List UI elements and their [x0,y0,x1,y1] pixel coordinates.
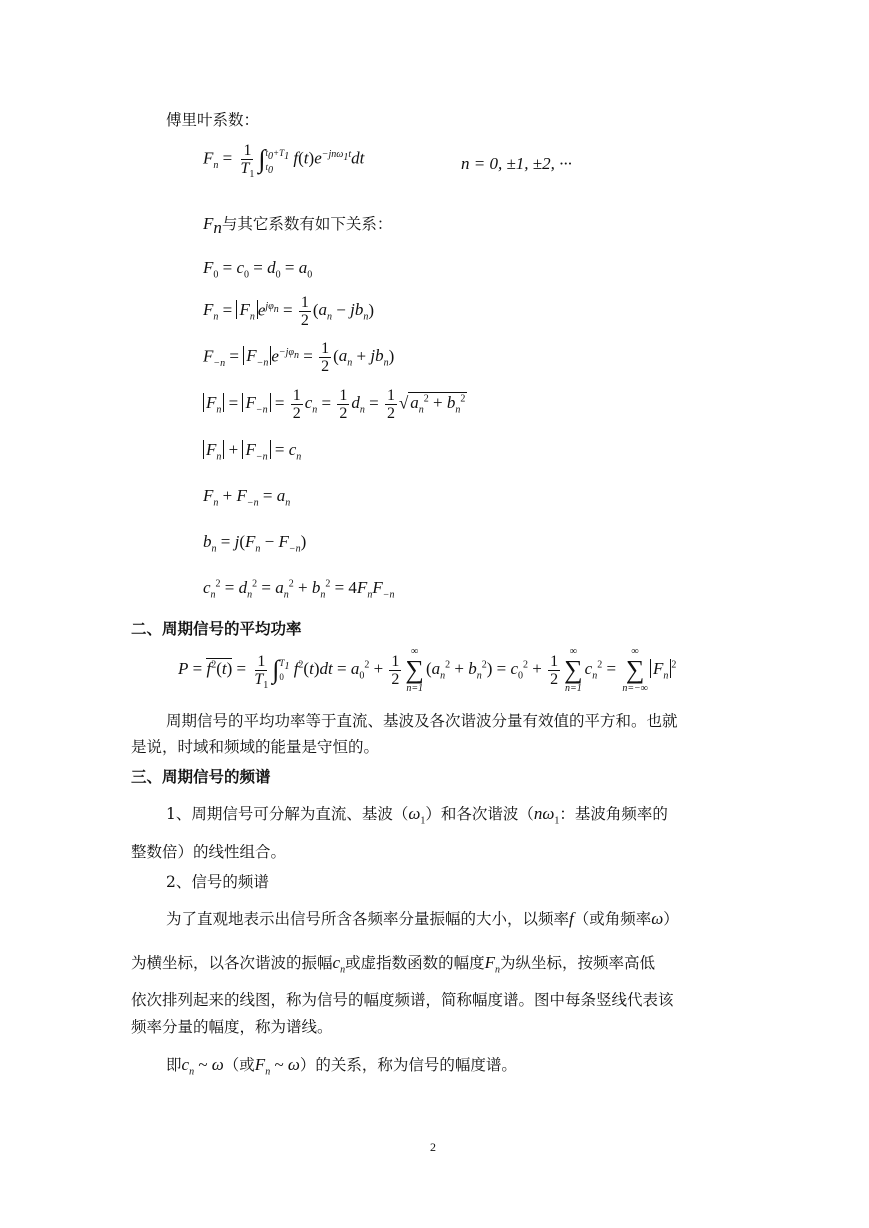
page-number: 2 [430,1140,436,1154]
para-3-part-a: 为了直观地表示出信号所含各频率分量振幅的大小，以频率 [166,910,570,928]
fn-relation-line: $F_n$与其它系数有如下关系： [203,214,393,238]
item-1-part-b: ）和各次谐波（ [425,805,534,823]
eq-cn-squared: $c_n^2 = d_n^2 = a_n^2 + b_n^2 = 4F_nF_{-n}$ [203,578,395,601]
para-3-line-1: 为了直观地表示出信号所含各频率分量振幅的大小，以频率f（或角频率ω） [166,909,679,928]
para-3-part-c: ） [663,910,679,928]
section-2-para-line-2: 是说，时域和频域的能量是守恒的。 [131,738,380,756]
item-1-line-1: 1、周期信号可分解为直流、基波$(\omega_1)$和各次谐波（$n\omega_1$：基波角频率的 [166,804,668,827]
para-4-part-b: 或虚指数函数的幅度 [345,954,485,972]
para-7-part-c: ）的关系，称为信号的幅度谱。 [299,1056,517,1074]
para-7-line: 即$c_n$ ~ ω（或$F_n$ ~ ω）的关系，称为信号的幅度谱。 [166,1055,517,1078]
para-6-line: 频率分量的幅度，称为谱线。 [131,1018,333,1036]
para-4-part-a: 为横坐标，以各次谐波的振幅 [131,954,333,972]
item-1-part-a: 1、周期信号可分解为直流、基波（ [166,805,409,823]
para-4-part-c: 为纵坐标，按频率高低 [499,954,655,972]
section-2-title: 二、周期信号的平均功率 [131,620,302,638]
eq-average-power: $P = f^2(t)$ = $\frac{1}{T_1}$ ∫ $T_1$ 0 $f^2(t)dt = a_0^2$ + $\frac{1}{2}$ ∞ ∑ n=1 $(a_n^2 + b_n^2) = c_0^2$ + $\frac{1}{2}$ ∞ ∑ n=1 $c_n^2$ = ∞ ∑ n=−∞ $F_n^2$ [178,646,677,694]
fn-integral-formula: $F_n$ = $\frac{1}{T_1}$ ∫ $t_0+T_1$ $t_0$ $f(t)e^{-jn\omega_1t}dt$ [203,142,365,181]
item-2: 2、信号的频谱 [166,873,269,891]
fourier-heading: 傅里叶系数： [166,111,260,129]
para-3-part-b: （或角频率 [573,910,652,928]
eq-fn-sum-cn: $F_n + F_{-n} = c_n$ [203,440,301,460]
item-1-part-c: ：基波角频率的 [559,805,668,823]
eq-f0: $F_0 = c_0 = d_0 = a_0$ [203,258,313,281]
eq-bn: $b_n = j(F_n - F_{-n})$ [203,532,307,555]
item-1-line-2: 整数倍）的线性组合。 [131,843,287,861]
para-7-part-a: 即 [166,1056,182,1074]
para-4-line: 为横坐标，以各次谐波的振幅$c_n$或虚指数函数的幅度$F_n$为纵坐标，按频率高低 [131,953,655,976]
eq-fneg-complex: $F_{-n} = F_{-n}$ $e^{-j\varphi_n}$ = $\frac{1}{2}$ $(a_n + jb_n)$ [203,340,395,375]
eq-fn-sum-an: $F_n + F_{-n} = a_n$ [203,486,291,509]
eq-fn-complex: $F_n = F_n$ $e^{j\varphi_n}$ = $\frac{1}{2}$ $(a_n - jb_n)$ [203,294,374,329]
fn-relation-text: 与其它系数有如下关系： [221,215,393,233]
eq-fn-magnitude: $F_n = F_{-n}$ = $\frac{1}{2}$ $c_n$ = $\frac{1}{2}$ $d_n$ = $\frac{1}{2}$ √ $a_n^2 + b_n^2$ [203,387,467,422]
n-range: n = 0, ±1, ±2, ··· [461,154,572,173]
section-3-title: 三、周期信号的频谱 [131,768,271,786]
section-2-para-line-1: 周期信号的平均功率等于直流、基波及各次谐波分量有效值的平方和。也就 [166,712,678,730]
para-5-line: 依次排列起来的线图，称为信号的幅度频谱，简称幅度谱。图中每条竖线代表该 [131,991,674,1009]
para-7-part-b: （或 [223,1056,255,1074]
